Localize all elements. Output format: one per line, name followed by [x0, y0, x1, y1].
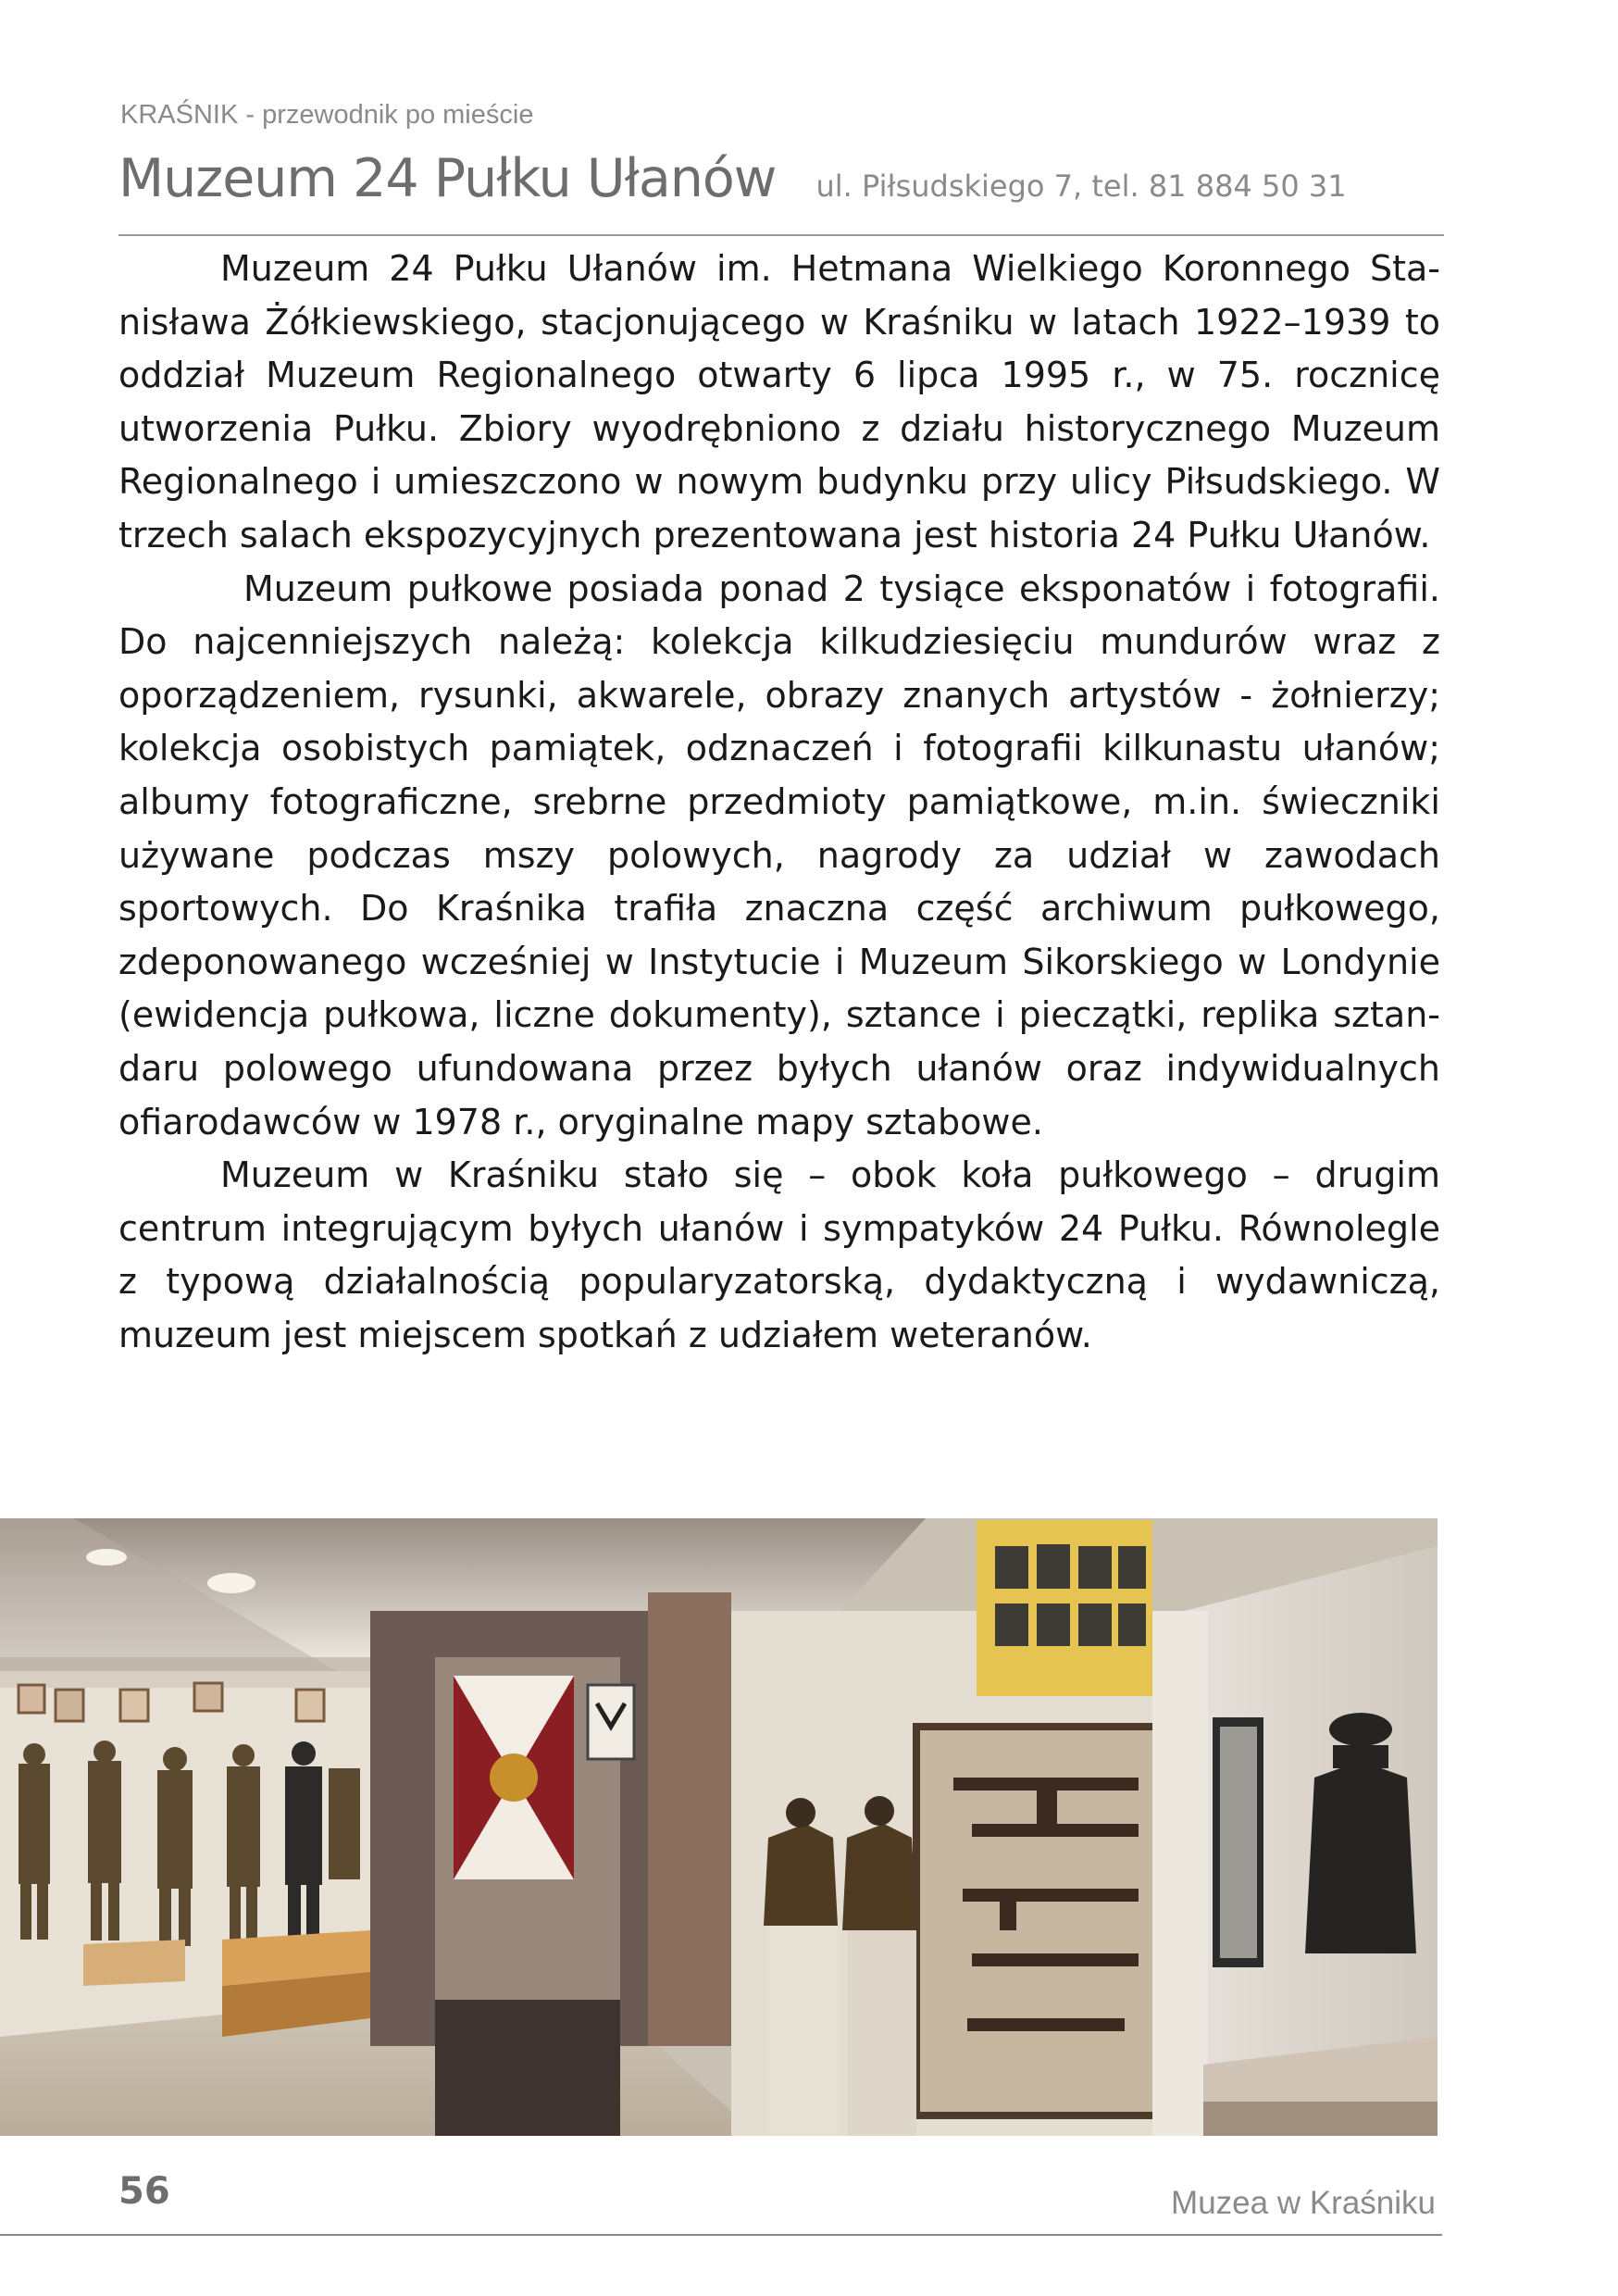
paragraph-role: Muzeum w Kraśniku stało się – obok koła pułkowego – drugim centrum integrującym byłych ułanów i sympatyków 24 Pułku. Równolegle z typową działalnością popularyzatorską, dydaktyczną i wydawniczą, muzeum jest miejscem spotkań z udziałem weteranów.: [118, 1154, 1440, 1355]
running-header: KRAŚNIK - przewodnik po mieście: [120, 100, 534, 130]
page-title: Muzeum 24 Pułku Ułanów: [118, 148, 777, 209]
paragraph-history: Muzeum 24 Pułku Ułanów im. Hetmana Wielkiego Koronnego Stanisława Żółkiewskiego, stacjonującego w Kraśniku w latach 1922–1939 to oddział Muzeum Regionalnego otwarty 6 lipca 1995 r., w 75. rocznicę utworzenia Pułku. Zbiory wyodrębniono z działu historycznego Muzeum Regionalnego i umieszczono w nowym budynku przy ulicy Piłsudskiego. W trzech salach ekspozycyjnych prezentowana jest historia 24 Pułku Ułanów.: [118, 248, 1440, 555]
title-row: [118, 148, 1442, 209]
footer-divider: [0, 2234, 1442, 2236]
title-divider: [118, 234, 1444, 236]
footer-section-title: Muzea w Kraśniku: [1171, 2185, 1436, 2221]
museum-address: ul. Piłsudskiego 7, tel. 81 884 50 31: [815, 168, 1347, 204]
paragraph-collection: Muzeum pułkowe posiada ponad 2 tysiące eksponatów i fotografii. Do najcenniejszych należą: kolekcja kilkudziesięciu mundurów wraz z oporządzeniem, rysunki, akwarele, obrazy znanych artystów - żołnierzy; kolekcja osobistych pamiątek, odznaczeń i fotografii kilkunastu ułanów; albumy fotograficzne, srebrne przedmioty pamiątkowe, m.in. świeczniki używane podczas mszy polowych, nagrody za udział w zawodach sportowych. Do Kraśnika trafiła znaczna część archiwum pułkowego, zdeponowanego wcześniej w Instytucie i Muzeum Sikorskiego w Londynie (ewidencja pułkowa, liczne dokumenty), sztance i pieczątki, replika sztandaru polowego ufundowana przez byłych ułanów oraz indywidualnych ofiarodawców w 1978 r., oryginalne mapy sztabowe.: [118, 568, 1440, 1142]
article-body: [118, 243, 1440, 1362]
page-number: 56: [118, 2170, 170, 2213]
museum-exhibition-photo: [0, 1518, 1438, 2136]
